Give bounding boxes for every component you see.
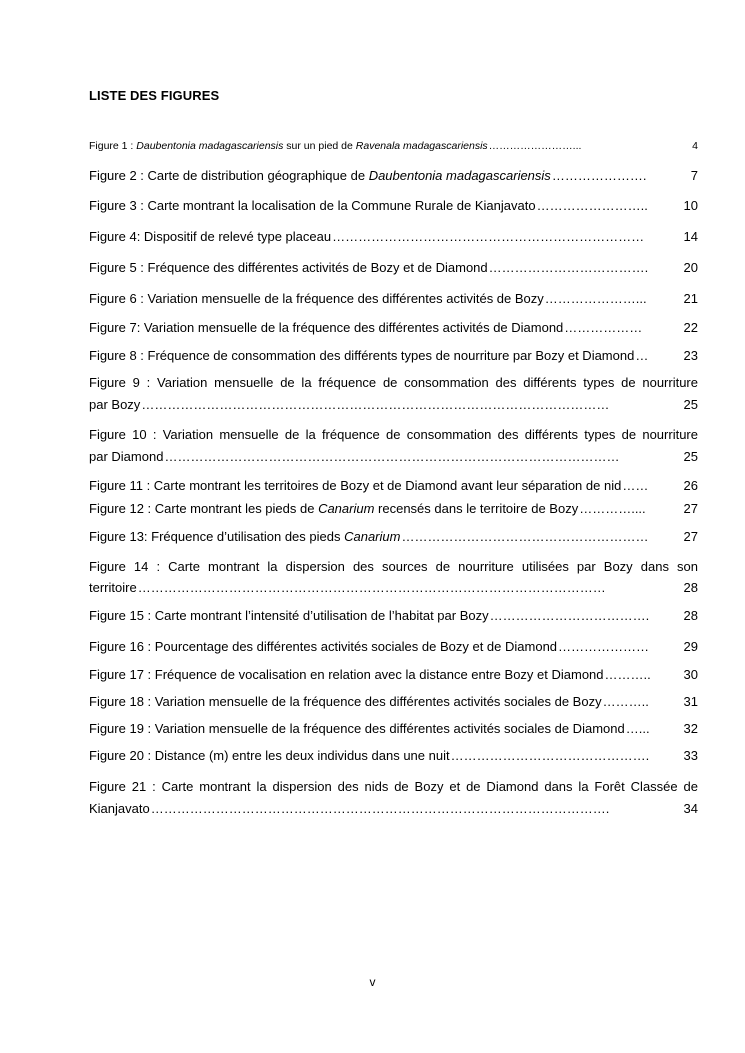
page-ref: 4 <box>692 140 698 152</box>
entry-text: Figure 10 : Variation mensuelle de la fréquence de consommation des différents types de nourriture <box>89 427 698 442</box>
leader-dots: ………………………………………………… <box>401 529 649 544</box>
page-ref: 27 <box>683 501 698 516</box>
entry-text: Figure 2 : Carte de distribution géographique de <box>89 168 369 183</box>
page-ref: 32 <box>683 721 698 736</box>
leader-dots: …………………………………………………………………………………………… <box>164 449 620 464</box>
entry-text: Figure 20 : Distance (m) entre les deux individus dans une nuit <box>89 748 450 763</box>
entry-text: Figure 11 : Carte montrant les territoires de Bozy et de Diamond avant leur séparation de nid <box>89 478 622 493</box>
figure-entry-9[interactable] <box>89 372 698 416</box>
figure-entry-21[interactable] <box>89 776 698 820</box>
page-ref: 26 <box>683 478 698 493</box>
entry-text: Figure 9 : Variation mensuelle de la fréquence de consommation des différents types de nourriture <box>89 375 698 390</box>
entry-italic: Canarium <box>318 501 375 516</box>
entry-text: Figure 15 : Carte montrant l’intensité d’utilisation de l’habitat par Bozy <box>89 608 489 623</box>
page-ref: 20 <box>683 260 698 275</box>
entry-text: Figure 6 : Variation mensuelle de la fréquence des différentes activités de Bozy <box>89 291 544 306</box>
page-ref: 22 <box>683 320 698 335</box>
page-ref: 7 <box>690 168 698 183</box>
entry-text: Figure 19 : Variation mensuelle de la fréquence des différentes activités sociales de Diamond <box>89 721 625 736</box>
leader-dots: …………………. <box>551 168 647 183</box>
page-ref: 28 <box>683 608 698 623</box>
entry-text: Figure 14 : Carte montrant la dispersion des sources de nourriture utilisées par Bozy dans son <box>89 559 698 574</box>
leader-dots: ……………………………………………………………………………………………… <box>141 397 610 412</box>
leader-dots: ………………………………………. <box>450 748 650 763</box>
page-ref: 14 <box>683 229 698 244</box>
leader-dots: ……….. <box>602 694 649 709</box>
entry-text: Figure 16 : Pourcentage des différentes activités sociales de Bozy et de Diamond <box>89 639 558 654</box>
entry-text: Figure 13: Fréquence d’utilisation des pieds <box>89 529 345 544</box>
figure-entry-12[interactable] <box>89 498 698 520</box>
page-ref: 25 <box>683 397 698 412</box>
leader-dots: ……………………………………………………………………………………………… <box>137 580 606 595</box>
figure-entry-19[interactable] <box>89 718 698 740</box>
page-ref: 23 <box>683 348 698 363</box>
entry-italic: Daubentonia madagascariensis <box>368 168 551 183</box>
entry-text: Figure 1 : <box>89 140 137 152</box>
page-ref: 27 <box>683 529 698 544</box>
page-ref: 28 <box>683 580 698 595</box>
entry-text: Figure 21 : Carte montrant la dispersion des nids de Bozy et de Diamond dans la Forêt Classée de <box>89 779 698 794</box>
leader-dots: …………………... <box>544 291 647 306</box>
leader-dots: ……………………... <box>488 140 582 152</box>
page-ref: 21 <box>683 291 698 306</box>
entry-text: par Bozy <box>89 397 141 412</box>
entry-text: par Diamond <box>89 449 164 464</box>
entry-text: Figure 8 : Fréquence de consommation des différents types de nourriture par Bozy et Diamond <box>89 348 635 363</box>
leader-dots: ………….... <box>579 501 646 516</box>
entry-text: Figure 5 : Fréquence des différentes activités de Bozy et de Diamond <box>89 260 488 275</box>
leader-dots: ……………………………………………………………………………………………. <box>150 801 610 816</box>
figure-entry-10[interactable] <box>89 424 698 468</box>
figure-entry-8[interactable] <box>89 345 698 367</box>
figure-entry-4[interactable] <box>89 226 698 248</box>
figure-entry-17[interactable] <box>89 664 698 686</box>
leader-dots: ………………………………. <box>488 260 649 275</box>
page-ref: 10 <box>683 198 698 213</box>
page-ref: 25 <box>683 449 698 464</box>
figure-entry-15[interactable] <box>89 605 698 627</box>
figure-entry-11[interactable] <box>89 475 698 497</box>
page-ref: 29 <box>683 639 698 654</box>
leader-dots: ………………………………. <box>489 608 650 623</box>
entry-italic: Ravenala madagascariensis <box>355 140 488 152</box>
figure-entry-2[interactable] <box>89 165 698 187</box>
entry-text: Figure 12 : Carte montrant les pieds de <box>89 501 319 516</box>
entry-italic: Daubentonia madagascariensis <box>136 140 284 152</box>
leader-dots: …… <box>622 478 649 493</box>
entry-text: sur un pied de <box>283 140 356 152</box>
entry-text: recensés dans le territoire de Bozy <box>374 501 579 516</box>
figure-entry-7[interactable] <box>89 317 698 339</box>
leader-dots: ……………………………………………………………… <box>332 229 645 244</box>
entry-text: Kianjavato <box>89 801 150 816</box>
page-number: v <box>369 975 376 989</box>
entry-italic: Canarium <box>344 529 401 544</box>
figure-entry-1[interactable] <box>89 135 698 157</box>
page-ref: 34 <box>683 801 698 816</box>
entry-text: Figure 18 : Variation mensuelle de la fréquence des différentes activités sociales de Bozy <box>89 694 602 709</box>
figure-entry-3[interactable] <box>89 195 698 217</box>
leader-dots: ………………… <box>558 639 650 654</box>
leader-dots: ……….. <box>604 667 651 682</box>
leader-dots: ……………… <box>564 320 643 335</box>
figure-entry-5[interactable] <box>89 257 698 279</box>
page-title: LISTE DES FIGURES <box>89 88 220 103</box>
page-ref: 30 <box>683 667 698 682</box>
leader-dots: …………………….. <box>536 198 648 213</box>
leader-dots: … <box>635 348 649 363</box>
entry-text: Figure 3 : Carte montrant la localisation de la Commune Rurale de Kianjavato <box>89 198 536 213</box>
figure-entry-6[interactable] <box>89 288 698 310</box>
entry-text: territoire <box>89 580 137 595</box>
entry-text: Figure 17 : Fréquence de vocalisation en relation avec la distance entre Bozy et Diamond <box>89 667 604 682</box>
figure-entry-18[interactable] <box>89 691 698 713</box>
figure-entry-16[interactable] <box>89 636 698 658</box>
figure-entry-14[interactable] <box>89 556 698 598</box>
page-ref: 31 <box>683 694 698 709</box>
figure-entry-20[interactable] <box>89 745 698 767</box>
entry-text: Figure 4: Dispositif de relevé type placeau <box>89 229 332 244</box>
figure-entry-13[interactable] <box>89 526 698 548</box>
entry-text: Figure 7: Variation mensuelle de la fréquence des différentes activités de Diamond <box>89 320 564 335</box>
leader-dots: …... <box>625 721 650 736</box>
page-ref: 33 <box>683 748 698 763</box>
